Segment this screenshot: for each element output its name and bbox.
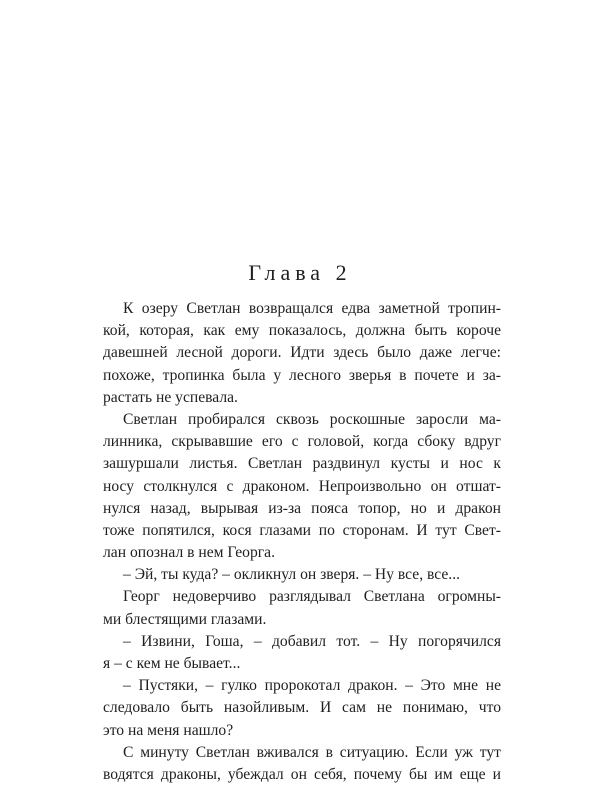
text-line: С минуту Светлан вживался в ситуацию. Если уж тут (123, 743, 501, 761)
text-line: – Эй, ты куда? – окликнул он зверя. – Ну все, все... (123, 566, 460, 584)
text-line: следовало быть назойливым. И сам не понимаю, что (103, 699, 501, 717)
chapter-body (103, 298, 501, 786)
text-line: нулся назад, вырывая из-за пояса топор, но и дракон (103, 499, 501, 517)
text-line: кой, которая, как ему показалось, должна быть короче (103, 322, 501, 340)
text-line: зашуршали листья. Светлан раздвинул кусты и нос к (103, 455, 501, 473)
text-line: К озеру Светлан возвращался едва заметной тропин- (123, 300, 501, 317)
text-line: это на меня нашло? (103, 721, 234, 739)
text-line: лан опознал в нем Георга. (103, 544, 275, 562)
text-line: Светлан пробирался сквозь роскошные заросли ма- (123, 410, 501, 428)
chapter-title: Глава 2 (248, 260, 352, 285)
text-line: давешней лесной дороги. Идти здесь было даже легче: (103, 344, 501, 362)
text-line: растать не успевала. (103, 388, 238, 406)
text-line: тоже попятился, кося глазами по сторонам. И тут Свет- (103, 521, 501, 539)
text-line: похоже, тропинка была у лесного зверья в почете и за- (103, 366, 501, 384)
text-line: – Пустяки, – гулко пророкотал дракон. – Это мне не (123, 677, 501, 695)
text-line: носу столкнулся с драконом. Непроизвольно он отшат- (103, 477, 501, 495)
text-line: ми блестящими глазами. (103, 610, 267, 628)
text-line: – Извини, Гоша, – добавил тот. – Ну погорячился (123, 632, 501, 650)
text-line: Георг недоверчиво разглядывал Светлана огромны- (123, 588, 501, 606)
text-line: линника, скрывавшие его с головой, когда сбоку вдруг (103, 433, 501, 451)
text-line: водятся драконы, убеждал он себя, почему бы им еще и (103, 765, 501, 783)
text-line: я – с кем не бывает... (103, 655, 241, 672)
